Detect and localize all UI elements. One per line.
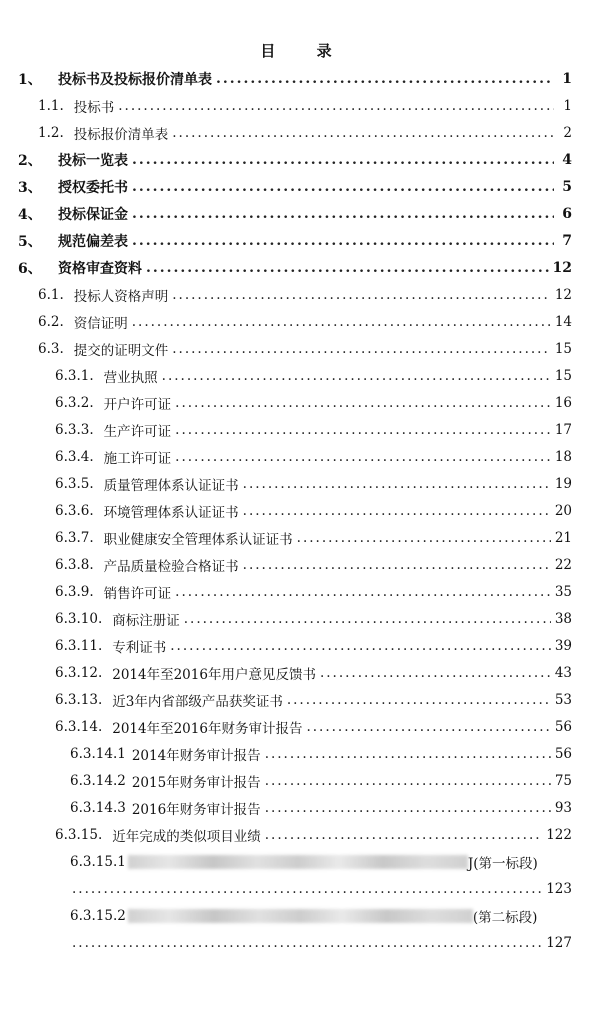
page-number: 43 — [554, 665, 572, 681]
leader-dots — [297, 530, 551, 546]
entry-title: 投标书 — [73, 100, 115, 116]
toc-entry[interactable] — [0, 742, 592, 766]
page-number: 53 — [554, 692, 572, 708]
page-number: 6 — [562, 206, 572, 222]
entry-title: 投标保证金 — [58, 207, 128, 223]
toc-entry-continuation — [0, 877, 592, 901]
entry-number: 6.3.14.3 — [70, 800, 126, 816]
toc-title: 目 录 — [260, 42, 350, 60]
entry-number: 6.3.7. — [55, 530, 94, 546]
leader-dots — [132, 152, 554, 168]
page-number: 2 — [563, 125, 572, 141]
leader-dots — [172, 125, 554, 141]
page-number: 21 — [554, 530, 572, 546]
page-number: 12 — [552, 260, 572, 276]
entry-number: 6.3.1. — [55, 368, 94, 384]
entry-title: 提交的证明文件 — [73, 343, 169, 359]
entry-number: 6.3.13. — [55, 692, 103, 708]
toc-entry[interactable] — [0, 418, 592, 442]
entry-number: 6.3.15. — [55, 827, 103, 843]
leader-dots — [243, 476, 551, 492]
entry-number: 6.3.11. — [55, 638, 103, 654]
page-number: 16 — [554, 395, 572, 411]
entry-title: 近年完成的类似项目业绩 — [112, 829, 261, 845]
leader-dots — [162, 368, 551, 384]
entry-number: 6.3.14.1 — [70, 746, 126, 762]
entry-title: 授权委托书 — [58, 180, 128, 196]
page-number: 4 — [562, 152, 572, 168]
entry-number: 6.3.15.1 — [70, 854, 126, 870]
entry-title: 销售许可证 — [103, 586, 172, 602]
entry-title: 资格审查资料 — [58, 261, 142, 277]
entry-title: 商标注册证 — [112, 613, 180, 629]
leader-dots — [287, 692, 551, 708]
entry-number: 6.2. — [38, 314, 64, 330]
entry-title: 近3年内省部级产品获奖证书 — [112, 694, 283, 710]
entry-title: 投标一览表 — [58, 153, 128, 169]
toc-entry[interactable] — [0, 769, 592, 793]
page-number: 38 — [554, 611, 572, 627]
toc-entry[interactable] — [0, 229, 592, 253]
page-number: 15 — [554, 368, 572, 384]
entry-title: 生产许可证 — [103, 424, 172, 440]
toc-entry[interactable] — [0, 121, 592, 145]
toc-entry[interactable] — [0, 634, 592, 658]
entry-number: 6.3.8. — [55, 557, 94, 573]
page-number: 35 — [554, 584, 572, 600]
page-number: 15 — [554, 341, 572, 357]
entry-title: 投标人资格声明 — [73, 289, 169, 305]
entry-number: 6、 — [18, 261, 42, 277]
entry-title: 2016年财务审计报告 — [131, 802, 261, 818]
page-number: 123 — [546, 881, 572, 897]
entry-title: 施工许可证 — [103, 451, 172, 467]
entry-number: 1、 — [18, 72, 42, 88]
entry-number: 6.3.12. — [55, 665, 103, 681]
page-number: 127 — [546, 935, 572, 951]
leader-dots — [175, 422, 551, 438]
entry-number: 6.3.5. — [55, 476, 94, 492]
entry-number: 5、 — [18, 234, 42, 250]
entry-title: 投标报价清单表 — [73, 127, 169, 143]
leader-dots — [265, 800, 551, 816]
entry-title: 开户许可证 — [103, 397, 172, 413]
entry-title: 职业健康安全管理体系认证证书 — [103, 532, 293, 548]
entry-number: 4、 — [18, 207, 42, 223]
leader-dots — [216, 71, 554, 87]
entry-number: 6.3.3. — [55, 422, 94, 438]
page-number: 93 — [554, 800, 572, 816]
entry-title: 专利证书 — [112, 640, 167, 656]
page-number: 17 — [554, 422, 572, 438]
toc-entry[interactable] — [0, 688, 592, 712]
leader-dots — [132, 233, 554, 249]
leader-dots — [175, 584, 551, 600]
page-number: 1 — [563, 98, 572, 114]
toc-entry-redacted[interactable] — [0, 904, 592, 928]
entry-title: 质量管理体系认证证书 — [103, 478, 239, 494]
toc-entry[interactable] — [0, 661, 592, 685]
toc-entry[interactable] — [0, 391, 592, 415]
toc-entry[interactable] — [0, 526, 592, 550]
entry-title: 2015年财务审计报告 — [131, 775, 261, 791]
entry-title: 营业执照 — [103, 370, 158, 386]
leader-dots — [265, 827, 542, 843]
page-number: 18 — [554, 449, 572, 465]
entry-title: 投标书及投标报价清单表 — [58, 72, 212, 88]
entry-title-suffix: (第二标段) — [472, 910, 538, 926]
entry-number: 3、 — [18, 180, 42, 196]
toc-entry[interactable] — [0, 796, 592, 820]
entry-number: 6.3.6. — [55, 503, 94, 519]
leader-dots — [265, 773, 551, 789]
leader-dots — [146, 260, 549, 276]
page-number: 75 — [554, 773, 572, 789]
page-number: 20 — [554, 503, 572, 519]
toc-entry[interactable] — [0, 607, 592, 631]
toc-entry[interactable] — [0, 553, 592, 577]
leader-dots — [306, 719, 550, 735]
redacted-title — [128, 855, 468, 869]
redacted-title — [128, 909, 473, 923]
toc-entry[interactable] — [0, 148, 592, 172]
page-number: 14 — [554, 314, 572, 330]
entry-number: 6.1. — [38, 287, 64, 303]
entry-title: 规范偏差表 — [58, 234, 128, 250]
page-number: 22 — [554, 557, 572, 573]
entry-number: 6.3.9. — [55, 584, 94, 600]
leader-dots — [184, 611, 551, 627]
toc-entry[interactable] — [0, 94, 592, 118]
entry-title: 2014年至2016年财务审计报告 — [112, 721, 303, 737]
leader-dots — [118, 98, 554, 114]
entry-title: 环境管理体系认证证书 — [103, 505, 239, 521]
page-number: 12 — [554, 287, 572, 303]
entry-title: 产品质量检验合格证书 — [103, 559, 239, 575]
leader-dots — [265, 746, 551, 762]
toc-entry[interactable] — [0, 715, 592, 739]
page-number: 56 — [554, 746, 572, 762]
toc-entry-continuation — [0, 931, 592, 955]
entry-number: 6.3. — [38, 341, 64, 357]
entry-number: 1.2. — [38, 125, 64, 141]
entry-number: 2、 — [18, 153, 42, 169]
toc-entry[interactable] — [0, 580, 592, 604]
toc-entry[interactable] — [0, 175, 592, 199]
leader-dots — [175, 395, 551, 411]
entry-number: 1.1. — [38, 98, 64, 114]
entry-number: 6.3.2. — [55, 395, 94, 411]
entry-title-suffix: J(第一标段) — [467, 856, 538, 872]
leader-dots — [175, 449, 551, 465]
entry-number: 6.3.10. — [55, 611, 103, 627]
entry-title: 资信证明 — [73, 316, 128, 332]
page-number: 1 — [562, 71, 572, 87]
toc-entry[interactable] — [0, 283, 592, 307]
leader-dots — [170, 638, 551, 654]
page-number: 122 — [546, 827, 572, 843]
entry-number: 6.3.4. — [55, 449, 94, 465]
entry-title: 2014年至2016年用户意见反馈书 — [112, 667, 316, 683]
toc-entry[interactable] — [0, 823, 592, 847]
leader-dots — [132, 314, 551, 330]
toc-entry[interactable] — [0, 445, 592, 469]
leader-dots — [172, 287, 551, 303]
page-number: 39 — [554, 638, 572, 654]
toc-entry[interactable] — [0, 202, 592, 226]
page-number: 19 — [554, 476, 572, 492]
entry-number: 6.3.14. — [55, 719, 103, 735]
toc-entry-redacted[interactable] — [0, 850, 592, 874]
page-number: 56 — [554, 719, 572, 735]
leader-dots — [132, 179, 554, 195]
leader-dots — [132, 206, 554, 222]
entry-number: 6.3.15.2 — [70, 908, 126, 924]
leader-dots — [72, 881, 542, 897]
entry-number: 6.3.14.2 — [70, 773, 126, 789]
leader-dots — [72, 935, 542, 951]
toc-entry[interactable] — [0, 472, 592, 496]
page-number: 5 — [562, 179, 572, 195]
page-number: 7 — [562, 233, 572, 249]
entry-title: 2014年财务审计报告 — [131, 748, 261, 764]
leader-dots — [243, 503, 551, 519]
toc-entry[interactable] — [0, 364, 592, 388]
toc-entry[interactable] — [0, 67, 592, 91]
toc-entry[interactable] — [0, 337, 592, 361]
leader-dots — [172, 341, 551, 357]
leader-dots — [320, 665, 551, 681]
toc-entry[interactable] — [0, 310, 592, 334]
leader-dots — [243, 557, 551, 573]
toc-entry[interactable] — [0, 256, 592, 280]
toc-entry[interactable] — [0, 499, 592, 523]
